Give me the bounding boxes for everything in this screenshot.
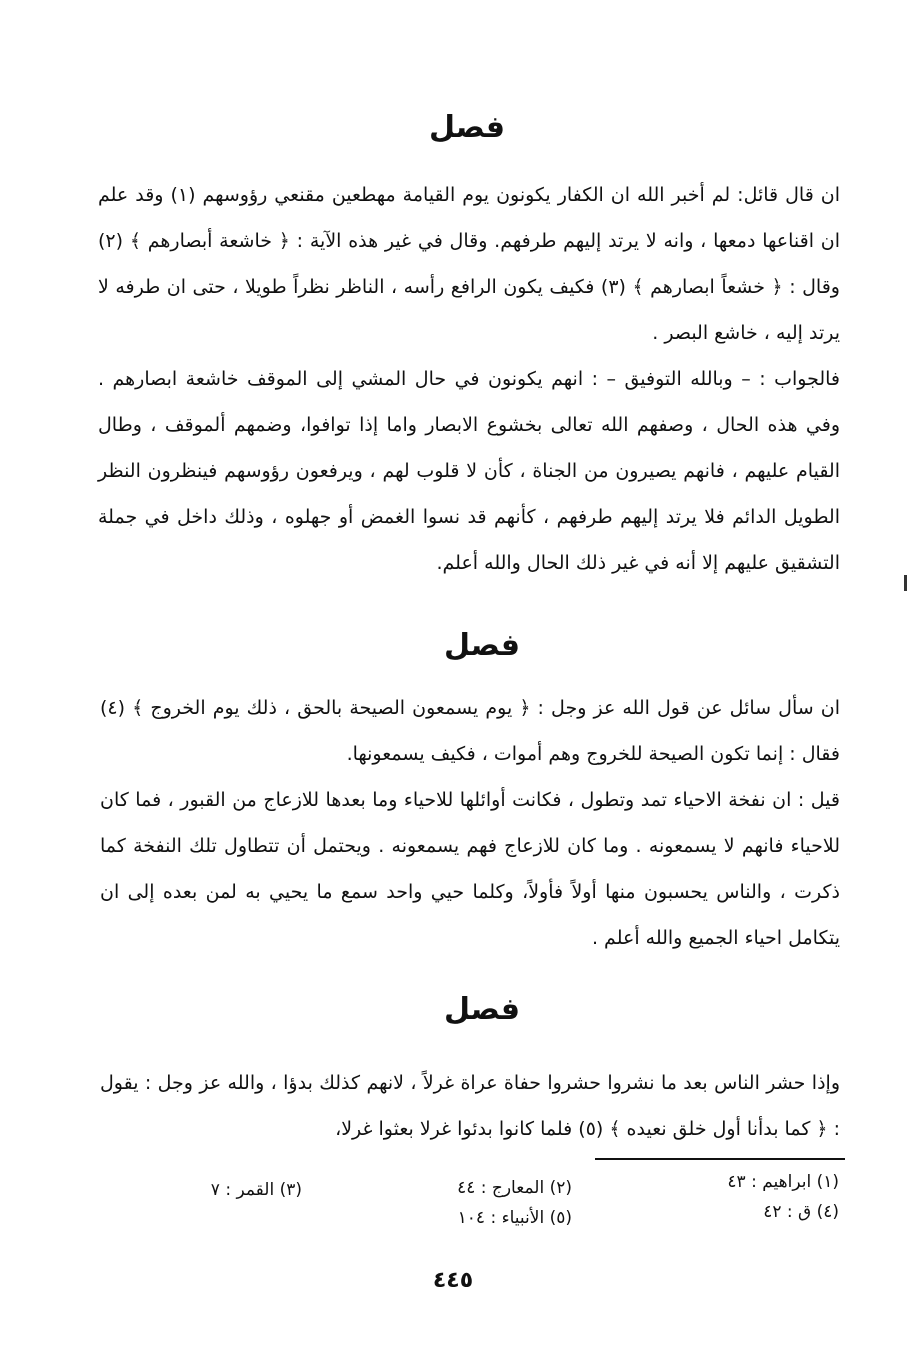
section-1-body (98, 172, 840, 586)
page-number: ٤٤٥ (432, 1268, 474, 1293)
footnote-4: (٤) ق : ٤٢ (763, 1202, 839, 1222)
footnote-separator (595, 1158, 845, 1160)
paragraph-question-1: ان قال قائل: لم أخبر الله ان الكفار يكونون يوم القيامة مهطعين مقنعي رؤوسهم (١) وقد علم ان اقناعها دمعها ، وانه لا يرتد إليهم طرفهم. وقال في غير هذه الآية : ﴿ خاشعة أبصارهم ﴾ (٢) وقال : ﴿ خشعاً ابصارهم ﴾ (٣) فكيف يكون الرافع رأسه ، الناظر نظراً طويلا ، حتى ان طرفه لا يرتد إليه ، خاشع البصر . (98, 184, 840, 344)
paragraph-question-2: ان سأل سائل عن قول الله عز وجل : ﴿ يوم يسمعون الصيحة بالحق ، ذلك يوم الخروج ﴾ (٤) فقال : إنما تكون الصيحة للخروج وهم أموات ، فكيف يسمعونها. (100, 697, 840, 765)
section-3-body (100, 1060, 840, 1152)
paragraph-3: وإذا حشر الناس بعد ما نشروا حشروا حفاة عراة غرلاً ، لانهم كذلك بدؤا ، والله عز وجل : يقول : ﴿ كما بدأنا أول خلق نعيده ﴾ (٥) فلما كانوا بدئوا غرلا بعثوا غرلا، (100, 1072, 840, 1140)
paragraph-answer-2: قيل : ان نفخة الاحياء تمد وتطول ، فكانت أوائلها للاحياء وما بعدها للازعاج من القبور ، فما كان للاحياء فانهم لا يسمعونه . وما كان للازعاج فهم يسمعونه . ويحتمل أن تتطاول تلك النفخة كما ذكرت ، والناس يحسبون منها أولاً فأولاً، وكلما حيي واحد سمع ما يحيي به لمن بعده إلى ان يتكامل احياء الجميع والله أعلم . (100, 789, 840, 949)
paragraph-answer-1: فالجواب : – وبالله التوفيق – : انهم يكونون في حال المشي إلى الموقف خاشعة ابصارهم . وفي هذه الحال ، وصفهم الله تعالى بخشوع الابصار واما إذا توافوا، وضمهم ألموقف ، وطال القيام عليهم ، فانهم يصيرون من الجناة ، كأن لا قلوب لهم ، ويرفعون رؤوسهم فينظرون النظر الطويل الدائم فلا يرتد إليهم طرفهم ، كأنهم قد نسوا الغمض أو جهلوه ، وذلك داخل في جملة التشقيق عليهم إلا أنه في غير ذلك الحال والله أعلم. (98, 368, 840, 574)
section-heading-2: فصل (444, 628, 520, 663)
section-heading-3: فصل (444, 992, 520, 1027)
section-heading-1: فصل (429, 110, 505, 145)
footnote-3: (٣) القمر : ٧ (210, 1180, 302, 1200)
footnote-1: (١) ابراهيم : ٤٣ (727, 1172, 839, 1192)
footnote-5: (٥) الأنبياء : ١٠٤ (457, 1208, 572, 1228)
footnote-2: (٢) المعارج : ٤٤ (457, 1178, 572, 1198)
section-2-body (100, 685, 840, 961)
